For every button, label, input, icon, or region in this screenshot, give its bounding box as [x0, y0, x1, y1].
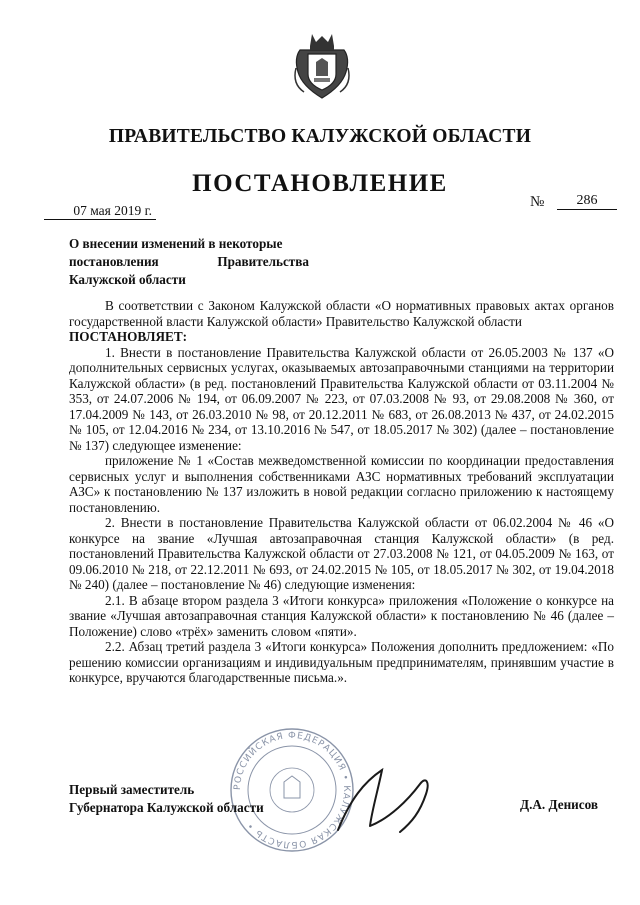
organization-title: ПРАВИТЕЛЬСТВО КАЛУЖСКОЙ ОБЛАСТИ — [108, 126, 532, 147]
paragraph-2: 2. Внести в постановление Правительства Калужской области от 06.02.2004 № 46 «О конкурсе на звание «Лучшая автозаправочная станция Калужской области» (в ред. постановлений Правительства Калужской области от 27.03.2008 № 121, от 04.05.2009 № 163, от 09.06.2010 № 218, от 22.12.2011 № 693, от 24.02.2015 № 105, от 18.05.2017 № 302, от 19.04.2018 № 240) (далее – постановление № 46) следующие изменения: — [69, 515, 614, 592]
handwritten-signature — [330, 760, 440, 840]
subject-line-2a: постановления — [69, 254, 159, 269]
intro-paragraph: В соответствии с Законом Калужской области «О нормативных правовых актах органов государственной власти Калужской области» Правительство Калужской области — [69, 298, 614, 329]
document-number-label: № — [530, 194, 545, 210]
subject-line-2 — [69, 253, 309, 271]
subject-line-2b: Правительства — [217, 254, 309, 269]
paragraph-1: 1. Внести в постановление Правительства Калужской области от 26.05.2003 № 137 «О дополнительных сервисных услугах, оказываемых автозаправочными станциями на территории Калужской области» (в ред. постановлений Правительства Калужской области от 03.11.2004 № 353, от 24.07.2006 № 194, от 06.09.2007 № 223, от 07.03.2008 № 93, от 29.08.2008 № 360, от 17.04.2009 № 143, от 26.03.2010 № 98, от 20.12.2011 № 683, от 26.08.2013 № 437, от 24.02.2015 № 105, от 12.04.2016 № 234, от 13.10.2016 № 547, от 18.05.2017 № 302) (далее – постановление № 137) следующее изменение: — [69, 344, 614, 453]
signer-position — [69, 781, 264, 817]
subject-line-3: Калужской области — [69, 272, 186, 287]
paragraph-1a: приложение № 1 «Состав межведомственной комиссии по координации предоставления сервисных услуг и выполнения собственниками АЗС нормативных требований эксплуатации АЗС» к постановлению № 137 изложить в новой редакции согласно приложению к настоящему постановлению. — [69, 453, 614, 515]
decree-word: ПОСТАНОВЛЯЕТ: — [69, 329, 188, 344]
signer-position-line-2: Губернатора Калужской области — [69, 800, 264, 815]
subject-line-1: О внесении изменений в некоторые — [69, 236, 283, 251]
document-subject — [69, 235, 309, 289]
document-type-heading: ПОСТАНОВЛЕНИЕ — [192, 170, 448, 197]
paragraph-2-2: 2.2. Абзац третий раздела 3 «Итоги конкурса» Положения дополнить предложением: «По решению комиссии организациям и индивидуальным предпринимателям, принявшим участие в конкурсе, вручаются благодарственные письма.». — [69, 639, 614, 685]
document-body — [69, 298, 614, 686]
signer-position-line-1: Первый заместитель — [69, 782, 195, 797]
document-number: 286 — [557, 192, 617, 210]
stamp-text: РОССИЙСКАЯ ФЕДЕРАЦИЯ • КАЛУЖСКАЯ ОБЛАСТЬ • — [232, 730, 352, 850]
coat-of-arms-emblem — [290, 28, 354, 104]
signer-name: Д.А. Денисов — [520, 797, 599, 812]
document-date: 07 мая 2019 г. — [44, 203, 156, 220]
paragraph-2-1: 2.1. В абзаце втором раздела 3 «Итоги конкурса» приложения «Положение о конкурсе на звание «Лучшая автозаправочная станция Калужской области» к постановлению № 46 (далее – Положение) слово «трёх» заменить словом «пяти». — [69, 592, 614, 639]
